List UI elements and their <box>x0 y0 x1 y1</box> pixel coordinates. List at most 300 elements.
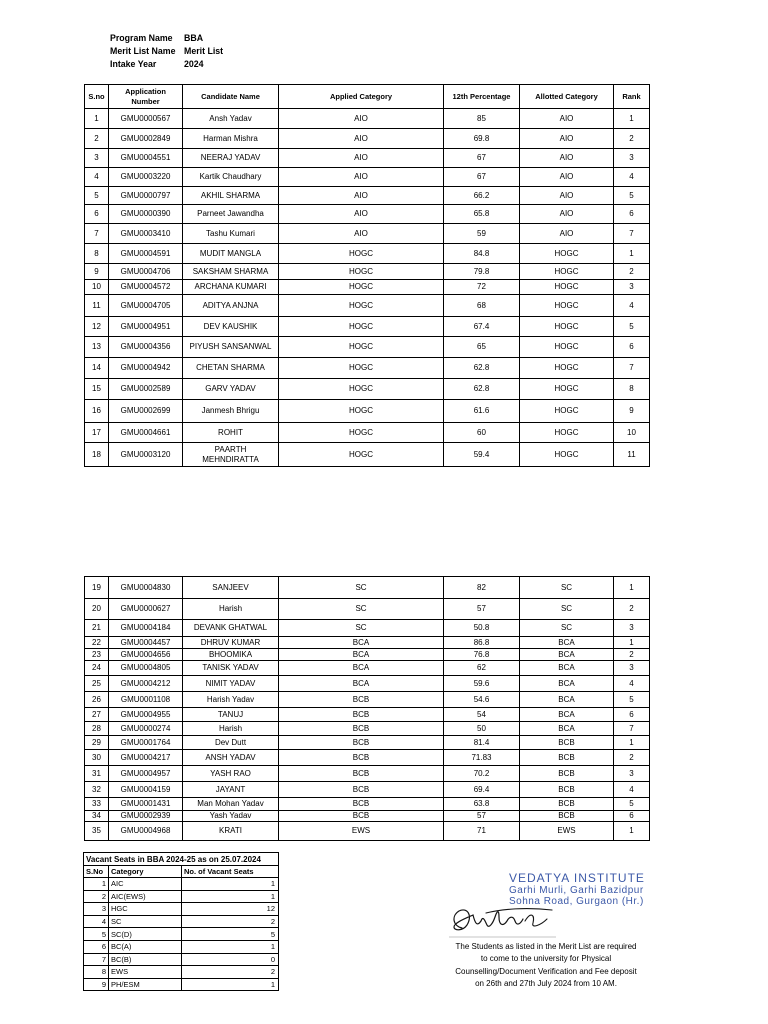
cell-rank: 2 <box>614 649 650 661</box>
cell-allotted-category: AIO <box>520 187 614 205</box>
cell-rank: 2 <box>614 750 650 766</box>
cell-sno: 21 <box>85 620 109 637</box>
candidate-name-text: Parneet Jawandha <box>197 209 264 219</box>
cell-percentage: 82 <box>444 577 520 599</box>
table-row <box>84 928 279 941</box>
notice-line: Counselling/Document Verification and Fee deposit <box>455 966 637 976</box>
cell-allotted-category: BCA <box>520 649 614 661</box>
column-header-application-number-text: Application Number <box>125 87 166 106</box>
table-row <box>85 782 650 798</box>
column-header-candidate-name: Candidate Name <box>183 85 279 109</box>
candidate-name-text: Harish <box>218 723 243 733</box>
cell-candidate-name <box>183 766 279 782</box>
cell-rank: 9 <box>614 400 650 423</box>
cell-percentage: 65 <box>444 337 520 358</box>
table-row <box>85 187 650 205</box>
table-row <box>85 620 650 637</box>
cell-vacant-seats: 0 <box>182 953 279 966</box>
cell-category: BC(A) <box>109 940 182 953</box>
cell-rank: 2 <box>614 599 650 620</box>
cell-allotted-category: SC <box>520 599 614 620</box>
cell-application-number: GMU0004356 <box>109 337 183 358</box>
cell-percentage: 59 <box>444 224 520 244</box>
table-row <box>84 978 279 991</box>
cell-application-number: GMU0004457 <box>109 637 183 649</box>
cell-rank: 10 <box>614 423 650 443</box>
table-row <box>85 637 650 649</box>
cell-vacant-seats: 1 <box>182 890 279 903</box>
cell-vacant-seats: 5 <box>182 928 279 941</box>
cell-allotted-category: HOGC <box>520 317 614 337</box>
cell-sno: 34 <box>85 811 109 822</box>
cell-rank: 11 <box>614 443 650 467</box>
cell-applied-category: AIO <box>279 187 444 205</box>
column-header-sno: S.no <box>85 85 109 109</box>
column-header-application-number <box>109 85 183 109</box>
candidate-name-text: JAYANT <box>215 784 246 794</box>
cell-candidate-name <box>183 708 279 722</box>
notice-line: to come to the university for Physical <box>480 954 612 964</box>
cell-rank: 5 <box>614 317 650 337</box>
cell-applied-category: HOGC <box>279 295 444 317</box>
cell-percentage: 76.8 <box>444 649 520 661</box>
cell-allotted-category: AIO <box>520 129 614 149</box>
cell-sno: 3 <box>85 149 109 168</box>
candidate-name-text: ANSH YADAV <box>205 752 256 762</box>
cell-rank: 5 <box>614 692 650 708</box>
cell-percentage: 66.2 <box>444 187 520 205</box>
cell-sno: 3 <box>84 903 109 916</box>
intake-year-label: Intake Year <box>110 59 157 69</box>
cell-sno: 33 <box>85 798 109 811</box>
table-row <box>85 443 650 467</box>
table-row <box>85 811 650 822</box>
merit-list-name-value: Merit List <box>184 46 224 56</box>
cell-rank: 1 <box>614 244 650 264</box>
cell-allotted-category: BCB <box>520 736 614 750</box>
table-row <box>85 129 650 149</box>
table-row <box>84 915 279 928</box>
cell-allotted-category: BCB <box>520 798 614 811</box>
cell-application-number: GMU0001108 <box>109 692 183 708</box>
cell-sno: 26 <box>85 692 109 708</box>
program-name-row <box>110 32 223 45</box>
cell-candidate-name <box>183 750 279 766</box>
cell-percentage: 59.4 <box>444 443 520 467</box>
table-row <box>85 149 650 168</box>
cell-percentage: 57 <box>444 811 520 822</box>
cell-rank: 3 <box>614 766 650 782</box>
cell-applied-category: HOGC <box>279 400 444 423</box>
cell-rank: 6 <box>614 205 650 224</box>
cell-applied-category: BCB <box>279 722 444 736</box>
vacant-seats-header-row <box>84 866 279 878</box>
cell-allotted-category: BCB <box>520 811 614 822</box>
cell-allotted-category: HOGC <box>520 295 614 317</box>
cell-candidate-name <box>183 187 279 205</box>
table-row <box>85 295 650 317</box>
merit-list-body <box>85 109 650 467</box>
cell-candidate-name <box>183 822 279 841</box>
cell-sno: 17 <box>85 423 109 443</box>
cell-rank: 4 <box>614 295 650 317</box>
cell-candidate-name <box>183 129 279 149</box>
cell-sno: 10 <box>85 280 109 295</box>
cell-application-number: GMU0004951 <box>109 317 183 337</box>
cell-rank: 2 <box>614 264 650 280</box>
cell-candidate-name <box>183 317 279 337</box>
cell-applied-category: BCA <box>279 676 444 692</box>
table-row <box>85 109 650 129</box>
cell-percentage: 60 <box>444 423 520 443</box>
table-row <box>84 903 279 916</box>
table-row <box>85 736 650 750</box>
candidate-name-text: MUDIT MANGLA <box>199 248 262 258</box>
cell-allotted-category: SC <box>520 577 614 599</box>
stamp-institute-name: VEDATYA INSTITUTE <box>509 871 645 885</box>
cell-application-number: GMU0004212 <box>109 676 183 692</box>
cell-sno: 4 <box>85 168 109 187</box>
candidate-name-text: KRATI <box>219 826 242 836</box>
candidate-name-text: SAKSHAM SHARMA <box>192 266 269 276</box>
cell-percentage: 62.8 <box>444 379 520 400</box>
table-row <box>84 953 279 966</box>
cell-application-number: GMU0004942 <box>109 358 183 379</box>
cell-percentage: 67.4 <box>444 317 520 337</box>
merit-list-table <box>84 84 650 467</box>
cell-rank: 3 <box>614 620 650 637</box>
cell-allotted-category: BCA <box>520 708 614 722</box>
cell-sno: 11 <box>85 295 109 317</box>
cell-sno: 19 <box>85 577 109 599</box>
cell-allotted-category: BCA <box>520 722 614 736</box>
cell-allotted-category: AIO <box>520 168 614 187</box>
cell-sno: 27 <box>85 708 109 722</box>
cell-percentage: 86.8 <box>444 637 520 649</box>
candidate-name-text: PIYUSH SANSANWAL <box>189 342 272 352</box>
candidate-name-text: DEV KAUSHIK <box>203 321 258 331</box>
cell-sno: 2 <box>84 890 109 903</box>
merit-list-body-continued <box>85 577 650 841</box>
table-row <box>85 280 650 295</box>
cell-allotted-category: SC <box>520 620 614 637</box>
cell-percentage: 72 <box>444 280 520 295</box>
cell-allotted-category: AIO <box>520 149 614 168</box>
cell-allotted-category: BCA <box>520 637 614 649</box>
cell-allotted-category: BCA <box>520 661 614 676</box>
cell-rank: 4 <box>614 168 650 187</box>
cell-candidate-name <box>183 637 279 649</box>
candidate-name-text: AKHIL SHARMA <box>200 190 261 200</box>
cell-allotted-category: HOGC <box>520 443 614 467</box>
candidate-name-text: NIMIT YADAV <box>205 678 256 688</box>
cell-application-number: GMU0002939 <box>109 811 183 822</box>
table-row <box>85 244 650 264</box>
cell-application-number: GMU0004957 <box>109 766 183 782</box>
cell-allotted-category: BCB <box>520 782 614 798</box>
cell-candidate-name <box>183 244 279 264</box>
cell-sno: 6 <box>84 940 109 953</box>
cell-applied-category: BCB <box>279 692 444 708</box>
cell-percentage: 67 <box>444 149 520 168</box>
cell-sno: 32 <box>85 782 109 798</box>
intake-year-value: 2024 <box>184 59 204 69</box>
table-row <box>85 577 650 599</box>
cell-sno: 22 <box>85 637 109 649</box>
cell-candidate-name <box>183 149 279 168</box>
cell-candidate-name <box>183 577 279 599</box>
table-row <box>85 317 650 337</box>
cell-sno: 1 <box>84 878 109 891</box>
cell-applied-category: BCB <box>279 750 444 766</box>
cell-percentage: 81.4 <box>444 736 520 750</box>
cell-sno: 7 <box>85 224 109 244</box>
cell-allotted-category: HOGC <box>520 423 614 443</box>
candidate-name-text: BHOOMIKA <box>208 649 253 659</box>
cell-sno: 30 <box>85 750 109 766</box>
cell-rank: 1 <box>614 577 650 599</box>
cell-application-number: GMU0004572 <box>109 280 183 295</box>
table-row <box>85 337 650 358</box>
cell-allotted-category: AIO <box>520 109 614 129</box>
cell-application-number: GMU0000390 <box>109 205 183 224</box>
cell-application-number: GMU0002699 <box>109 400 183 423</box>
cell-percentage: 59.6 <box>444 676 520 692</box>
cell-sno: 29 <box>85 736 109 750</box>
cell-application-number: GMU0002849 <box>109 129 183 149</box>
cell-category: SC(D) <box>109 928 182 941</box>
cell-application-number: GMU0004159 <box>109 782 183 798</box>
cell-candidate-name <box>183 676 279 692</box>
candidate-name-text: Kartik Chaudhary <box>199 172 262 182</box>
cell-candidate-name <box>183 661 279 676</box>
cell-applied-category: BCB <box>279 798 444 811</box>
cell-category: AIC <box>109 878 182 891</box>
cell-percentage: 84.8 <box>444 244 520 264</box>
cell-candidate-name <box>183 109 279 129</box>
cell-candidate-name <box>183 599 279 620</box>
cell-rank: 4 <box>614 782 650 798</box>
vacant-seats-table <box>83 852 279 991</box>
table-row <box>85 708 650 722</box>
cell-application-number: GMU0004706 <box>109 264 183 280</box>
cell-applied-category: HOGC <box>279 337 444 358</box>
cell-allotted-category: HOGC <box>520 280 614 295</box>
cell-vacant-seats: 1 <box>182 978 279 991</box>
cell-sno: 7 <box>84 953 109 966</box>
cell-sno: 14 <box>85 358 109 379</box>
cell-allotted-category: BCB <box>520 750 614 766</box>
intake-year-row <box>110 58 223 71</box>
cell-percentage: 71 <box>444 822 520 841</box>
cell-candidate-name <box>183 782 279 798</box>
cell-application-number: GMU0004830 <box>109 577 183 599</box>
cell-applied-category: EWS <box>279 822 444 841</box>
table-row <box>84 966 279 979</box>
table-row <box>85 599 650 620</box>
candidate-name-text: Tashu Kumari <box>206 228 255 238</box>
cell-rank: 3 <box>614 280 650 295</box>
cell-application-number: GMU0004551 <box>109 149 183 168</box>
cell-allotted-category: BCA <box>520 692 614 708</box>
cell-vacant-seats: 1 <box>182 878 279 891</box>
cell-application-number: GMU0004656 <box>109 649 183 661</box>
cell-rank: 1 <box>614 637 650 649</box>
cell-applied-category: AIO <box>279 205 444 224</box>
cell-applied-category: BCB <box>279 782 444 798</box>
cell-allotted-category: HOGC <box>520 358 614 379</box>
column-header-category: Category <box>109 866 182 878</box>
cell-applied-category: HOGC <box>279 280 444 295</box>
column-header-sno: S.No <box>84 866 109 878</box>
cell-sno: 35 <box>85 822 109 841</box>
cell-sno: 9 <box>84 978 109 991</box>
cell-allotted-category: BCB <box>520 766 614 782</box>
cell-sno: 16 <box>85 400 109 423</box>
table-row <box>85 822 650 841</box>
signature <box>446 900 562 940</box>
cell-applied-category: AIO <box>279 224 444 244</box>
cell-applied-category: HOGC <box>279 317 444 337</box>
table-row <box>84 878 279 891</box>
cell-application-number: GMU0004591 <box>109 244 183 264</box>
candidate-name-text: Ansh Yadav <box>209 113 252 123</box>
cell-sno: 4 <box>84 915 109 928</box>
cell-sno: 9 <box>85 264 109 280</box>
cell-applied-category: HOGC <box>279 379 444 400</box>
vacant-seats-body <box>84 853 279 991</box>
column-header-percentage: 12th Percentage <box>444 85 520 109</box>
cell-application-number: GMU0004805 <box>109 661 183 676</box>
cell-applied-category: SC <box>279 599 444 620</box>
table-row <box>85 205 650 224</box>
cell-rank: 5 <box>614 798 650 811</box>
program-info <box>110 32 223 71</box>
candidate-name-text: Dev Dutt <box>214 737 247 747</box>
cell-candidate-name <box>183 722 279 736</box>
column-header-vacant-seats: No. of Vacant Seats <box>182 866 279 878</box>
table-row <box>84 940 279 953</box>
cell-percentage: 67 <box>444 168 520 187</box>
cell-sno: 15 <box>85 379 109 400</box>
cell-applied-category: BCB <box>279 736 444 750</box>
cell-sno: 13 <box>85 337 109 358</box>
cell-application-number: GMU0004661 <box>109 423 183 443</box>
cell-candidate-name <box>183 205 279 224</box>
cell-applied-category: AIO <box>279 109 444 129</box>
table-row <box>85 750 650 766</box>
table-row <box>85 379 650 400</box>
cell-rank: 4 <box>614 676 650 692</box>
cell-candidate-name <box>183 798 279 811</box>
cell-sno: 2 <box>85 129 109 149</box>
cell-candidate-name <box>183 400 279 423</box>
cell-allotted-category: AIO <box>520 224 614 244</box>
candidate-name-text: Harish <box>218 604 243 614</box>
candidate-name-text: NEERAJ YADAV <box>200 153 261 163</box>
cell-candidate-name <box>183 443 279 467</box>
cell-allotted-category: EWS <box>520 822 614 841</box>
cell-application-number: GMU0000627 <box>109 599 183 620</box>
column-header-rank: Rank <box>614 85 650 109</box>
candidate-name-text: PAARTH MEHNDIRATTA <box>202 445 259 464</box>
cell-rank: 6 <box>614 811 650 822</box>
table-header-row <box>85 85 650 109</box>
cell-candidate-name <box>183 649 279 661</box>
cell-applied-category: SC <box>279 577 444 599</box>
cell-percentage: 54.6 <box>444 692 520 708</box>
cell-candidate-name <box>183 264 279 280</box>
cell-rank: 3 <box>614 661 650 676</box>
cell-allotted-category: HOGC <box>520 264 614 280</box>
cell-applied-category: BCA <box>279 637 444 649</box>
cell-candidate-name <box>183 811 279 822</box>
cell-percentage: 70.2 <box>444 766 520 782</box>
cell-sno: 23 <box>85 649 109 661</box>
cell-category: HGC <box>109 903 182 916</box>
cell-applied-category: BCB <box>279 708 444 722</box>
cell-allotted-category: HOGC <box>520 379 614 400</box>
cell-sno: 6 <box>85 205 109 224</box>
cell-application-number: GMU0002589 <box>109 379 183 400</box>
cell-rank: 7 <box>614 722 650 736</box>
cell-applied-category: AIO <box>279 168 444 187</box>
cell-applied-category: SC <box>279 620 444 637</box>
cell-allotted-category: HOGC <box>520 400 614 423</box>
cell-rank: 5 <box>614 187 650 205</box>
column-header-allotted-category: Allotted Category <box>520 85 614 109</box>
cell-application-number: GMU0004955 <box>109 708 183 722</box>
candidate-name-text: SANJEEV <box>212 582 249 592</box>
merit-list-name-row <box>110 45 223 58</box>
cell-applied-category: HOGC <box>279 423 444 443</box>
cell-percentage: 57 <box>444 599 520 620</box>
table-row <box>84 890 279 903</box>
cell-candidate-name <box>183 358 279 379</box>
cell-percentage: 65.8 <box>444 205 520 224</box>
cell-applied-category: BCB <box>279 766 444 782</box>
table-row <box>85 224 650 244</box>
cell-allotted-category: HOGC <box>520 337 614 358</box>
candidate-name-text: Harman Mishra <box>203 133 258 143</box>
cell-application-number: GMU0004184 <box>109 620 183 637</box>
table-row <box>85 400 650 423</box>
cell-rank: 7 <box>614 224 650 244</box>
cell-applied-category: AIO <box>279 149 444 168</box>
cell-vacant-seats: 12 <box>182 903 279 916</box>
cell-candidate-name <box>183 379 279 400</box>
vacant-seats-title-row <box>84 853 279 866</box>
cell-rank: 6 <box>614 337 650 358</box>
vacant-seats-title: Vacant Seats in BBA 2024-25 as on 25.07.2024 <box>84 853 279 866</box>
table-row <box>85 676 650 692</box>
cell-application-number: GMU0000274 <box>109 722 183 736</box>
table-row <box>85 264 650 280</box>
stamp-address-line1: Garhi Murli, Garhi Bazidpur <box>509 885 644 896</box>
cell-applied-category: HOGC <box>279 244 444 264</box>
cell-application-number: GMU0001764 <box>109 736 183 750</box>
table-row <box>85 798 650 811</box>
cell-sno: 31 <box>85 766 109 782</box>
cell-percentage: 62.8 <box>444 358 520 379</box>
cell-sno: 20 <box>85 599 109 620</box>
candidate-name-text: TANUJ <box>217 709 244 719</box>
cell-rank: 1 <box>614 109 650 129</box>
cell-rank: 1 <box>614 736 650 750</box>
cell-applied-category: HOGC <box>279 358 444 379</box>
cell-vacant-seats: 2 <box>182 915 279 928</box>
cell-percentage: 63.8 <box>444 798 520 811</box>
